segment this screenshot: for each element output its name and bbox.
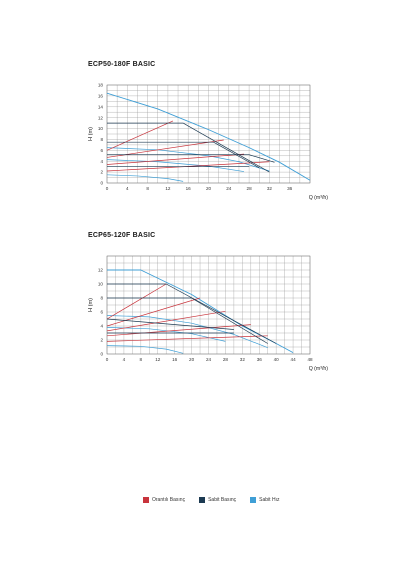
y-tick-label: 12 xyxy=(97,115,103,121)
y-tick-label: 10 xyxy=(97,281,103,287)
chart-title-2: ECP65-120F BASIC xyxy=(88,232,156,239)
x-tick-label: 28 xyxy=(222,357,228,362)
y-tick-label: 2 xyxy=(100,337,103,343)
y-tick-label: 6 xyxy=(100,147,103,153)
x-tick-label: 4 xyxy=(126,186,129,191)
x-tick-label: 8 xyxy=(139,357,143,362)
legend-swatch-proportional xyxy=(143,497,149,503)
x-tick-label: 16 xyxy=(172,357,178,362)
y-tick-label: 0 xyxy=(100,180,103,186)
series-line-proportional xyxy=(107,336,268,342)
y-tick-label: 8 xyxy=(100,295,103,301)
chart-title-1: ECP50-180F BASIC xyxy=(88,61,156,68)
series-line-fixed xyxy=(107,346,183,354)
series-line-proportional xyxy=(107,284,166,319)
x-tick-label: 32 xyxy=(266,186,272,191)
x-tick-label: 36 xyxy=(256,357,262,362)
x-tick-label: 12 xyxy=(155,357,161,362)
series-line-fixed xyxy=(107,316,268,348)
legend-item-fixed xyxy=(250,497,279,503)
y-tick-label: 0 xyxy=(100,351,103,357)
x-tick-label: 28 xyxy=(246,186,252,191)
legend-label-fixed: Sabit Hız xyxy=(259,497,280,503)
legend-item-constant xyxy=(199,497,236,503)
legend-swatch-constant xyxy=(199,497,205,503)
y-tick-label: 4 xyxy=(100,323,103,329)
legend-item-proportional xyxy=(143,497,185,503)
y-tick-label: 18 xyxy=(97,82,103,88)
x-axis-label: Q (m³/h) xyxy=(308,195,328,201)
y-tick-label: 16 xyxy=(97,93,103,99)
legend-label-constant: Sabit Basınç xyxy=(208,497,237,503)
legend xyxy=(143,497,279,503)
x-tick-label: 0 xyxy=(105,186,109,191)
y-tick-label: 8 xyxy=(100,137,103,143)
legend-label-proportional: Orantılı Basınç xyxy=(152,497,186,503)
x-tick-label: 40 xyxy=(273,357,279,362)
x-tick-label: 32 xyxy=(239,357,245,362)
y-tick-label: 2 xyxy=(100,169,103,175)
y-tick-label: 4 xyxy=(100,158,103,164)
series-line-proportional xyxy=(107,325,251,336)
x-tick-label: 20 xyxy=(205,186,212,191)
y-tick-label: 12 xyxy=(97,267,103,273)
x-tick-label: 48 xyxy=(307,357,313,362)
y-tick-label: 14 xyxy=(97,104,103,110)
x-axis-label: Q (m³/h) xyxy=(308,366,328,372)
x-tick-label: 36 xyxy=(287,186,293,191)
x-tick-label: 4 xyxy=(122,357,126,362)
x-tick-label: 12 xyxy=(165,186,171,191)
x-tick-label: 0 xyxy=(105,357,109,362)
x-tick-label: 16 xyxy=(185,186,191,191)
x-tick-label: 24 xyxy=(205,357,212,362)
legend-swatch-fixed xyxy=(250,497,256,503)
y-tick-label: 6 xyxy=(100,309,103,315)
y-tick-label: 10 xyxy=(97,126,103,132)
y-axis-label: H (m) xyxy=(88,127,94,141)
x-tick-label: 24 xyxy=(226,186,232,191)
y-axis-label: H (m) xyxy=(88,298,94,312)
x-tick-label: 8 xyxy=(146,186,149,191)
x-tick-label: 20 xyxy=(189,357,195,362)
x-tick-label: 44 xyxy=(290,357,296,362)
